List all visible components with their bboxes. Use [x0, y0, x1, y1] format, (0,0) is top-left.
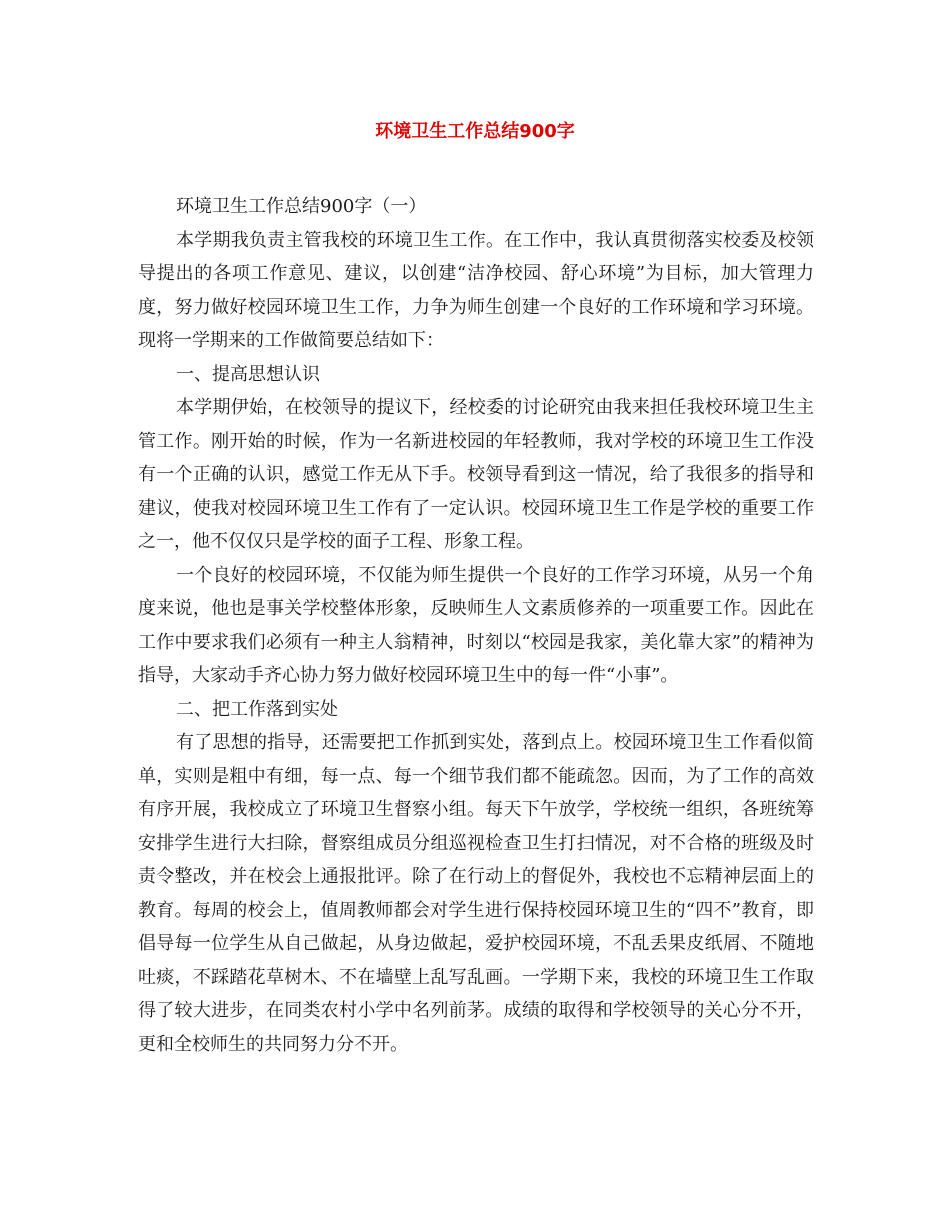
- paragraph-section-1a: 本学期伊始，在校领导的提议下，经校委的讨论研究由我来担任我校环境卫生主管工作。刚开始的时候，作为一名新进校园的年轻教师，我对学校的环境卫生工作没有一个正确的认识，感觉工作无从下手。校领导看到这一情况，给了我很多的指导和建议，使我对校园环境卫生工作有了一定认识。校园环境卫生工作是学校的重要工作之一，他不仅仅只是学校的面子工程、形象工程。: [138, 397, 814, 552]
- paragraph-subtitle: 环境卫生工作总结900字（一）: [176, 196, 427, 217]
- section-heading-2: 二、把工作落到实处: [176, 698, 338, 720]
- paragraph-section-1b: 一个良好的校园环境，不仅能为师生提供一个良好的工作学习环境，从另一个角度来说，他也是事关学校整体形象，反映师生人文素质修养的一项重要工作。因此在工作中要求我们必须有一种主人翁精神，时刻以“校园是我家，美化靠大家”的精神为指导，大家动手齐心协力努力做好校园环境卫生中的每一件“小事”。: [138, 564, 814, 686]
- paragraph-intro: 本学期我负责主管我校的环境卫生工作。在工作中，我认真贯彻落实校委及校领导提出的各项工作意见、建议，以创建“洁净校园、舒心环境”为目标，加大管理力度，努力做好校园环境卫生工作，力争为师生创建一个良好的工作环境和学习环境。现将一学期来的工作做简要总结如下：: [138, 229, 814, 351]
- document-title: 环境卫生工作总结900字: [375, 121, 575, 142]
- paragraph-section-2: 有了思想的指导，还需要把工作抓到实处，落到点上。校园环境卫生工作看似简单，实则是粗中有细，每一点、每一个细节我们都不能疏忽。因而，为了工作的高效有序开展，我校成立了环境卫生督察小组。每天下午放学，学校统一组织，各班统筹安排学生进行大扫除，督察组成员分组巡视检查卫生打扫情况，对不合格的班级及时责令整改，并在校会上通报批评。除了在行动上的督促外，我校也不忘精神层面上的教育。每周的校会上，值周教师都会对学生进行保持校园环境卫生的“四不”教育，即倡导每一位学生从自己做起，从身边做起，爱护校园环境，不乱丢果皮纸屑、不随地吐痰，不踩踏花草树木、不在墙壁上乱写乱画。一学期下来，我校的环境卫生工作取得了较大进步，在同类农村小学中名列前茅。成绩的取得和学校领导的关心分不开，更和全校师生的共同努力分不开。: [138, 732, 814, 1055]
- section-heading-1: 一、提高思想认识: [176, 363, 320, 385]
- document-body: [138, 190, 814, 1061]
